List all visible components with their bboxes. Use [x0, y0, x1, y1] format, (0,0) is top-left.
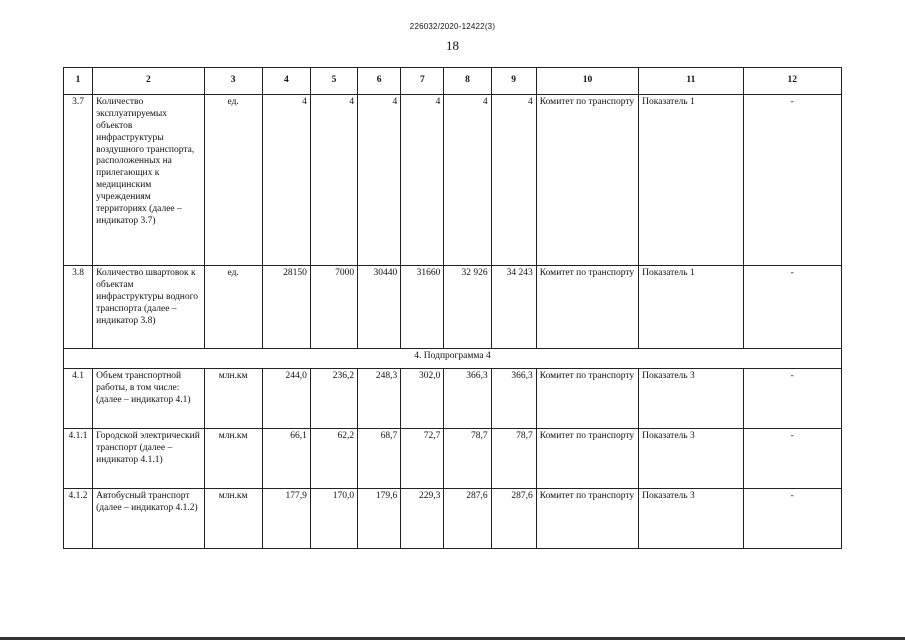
table-row	[64, 369, 842, 429]
row-number: 4.1.1	[64, 429, 93, 489]
indicator-name: Автобусный транспорт (далее – индикатор 4.1.2)	[93, 489, 204, 549]
value-cell: 4	[401, 95, 444, 266]
value-cell: 287,6	[491, 489, 536, 549]
note-cell: -	[743, 489, 841, 549]
indicator-reference: Показатель 3	[639, 489, 743, 549]
value-cell: 68,7	[358, 429, 401, 489]
value-cell: 366,3	[491, 369, 536, 429]
indicator-name: Городской электрический транспорт (далее – индикатор 4.1.1)	[93, 429, 204, 489]
note-cell: -	[743, 429, 841, 489]
value-cell: 177,9	[262, 489, 310, 549]
unit: млн.км	[204, 369, 262, 429]
indicator-name: Объем транспортной работы, в том числе: (далее – индикатор 4.1)	[93, 369, 204, 429]
responsible-body: Комитет по транспорту	[536, 489, 638, 549]
unit: млн.км	[204, 429, 262, 489]
value-cell: 34 243	[491, 266, 536, 349]
row-number: 4.1.2	[64, 489, 93, 549]
column-header: 1	[64, 68, 93, 95]
indicator-reference: Показатель 1	[639, 95, 743, 266]
value-cell: 248,3	[358, 369, 401, 429]
value-cell: 4	[491, 95, 536, 266]
value-cell: 62,2	[310, 429, 357, 489]
column-header: 2	[93, 68, 204, 95]
note-cell: -	[743, 266, 841, 349]
column-header: 6	[358, 68, 401, 95]
value-cell: 287,6	[444, 489, 491, 549]
value-cell: 4	[444, 95, 491, 266]
document-registration-number: 226032/2020-12422(3)	[409, 22, 496, 31]
column-header: 9	[491, 68, 536, 95]
column-header: 11	[639, 68, 743, 95]
note-cell: -	[743, 95, 841, 266]
table-header-row	[64, 68, 842, 95]
value-cell: 244,0	[262, 369, 310, 429]
unit: млн.км	[204, 489, 262, 549]
value-cell: 4	[358, 95, 401, 266]
table-row	[64, 429, 842, 489]
row-number: 3.7	[64, 95, 93, 266]
indicators-table	[63, 67, 842, 549]
value-cell: 28150	[262, 266, 310, 349]
row-number: 3.8	[64, 266, 93, 349]
column-header: 8	[444, 68, 491, 95]
value-cell: 31660	[401, 266, 444, 349]
value-cell: 229,3	[401, 489, 444, 549]
row-number: 4.1	[64, 369, 93, 429]
indicator-reference: Показатель 3	[639, 369, 743, 429]
column-header: 3	[204, 68, 262, 95]
unit: ед.	[204, 95, 262, 266]
value-cell: 4	[310, 95, 357, 266]
indicator-reference: Показатель 3	[639, 429, 743, 489]
value-cell: 32 926	[444, 266, 491, 349]
note-cell: -	[743, 369, 841, 429]
column-header: 12	[743, 68, 841, 95]
value-cell: 78,7	[444, 429, 491, 489]
value-cell: 170,0	[310, 489, 357, 549]
value-cell: 302,0	[401, 369, 444, 429]
table-row	[64, 95, 842, 266]
indicator-reference: Показатель 1	[639, 266, 743, 349]
responsible-body: Комитет по транспорту	[536, 95, 638, 266]
table-row	[64, 489, 842, 549]
unit: ед.	[204, 266, 262, 349]
column-header: 7	[401, 68, 444, 95]
responsible-body: Комитет по транспорту	[536, 429, 638, 489]
column-header: 10	[536, 68, 638, 95]
responsible-body: Комитет по транспорту	[536, 369, 638, 429]
indicator-name: Количество швартовок к объектам инфраструктуры водного транспорта (далее – индикатор 3.8)	[93, 266, 204, 349]
responsible-body: Комитет по транспорту	[536, 266, 638, 349]
value-cell: 179,6	[358, 489, 401, 549]
page-number: 18	[446, 38, 459, 53]
value-cell: 4	[262, 95, 310, 266]
table-row	[64, 266, 842, 349]
section-row	[64, 349, 842, 369]
value-cell: 7000	[310, 266, 357, 349]
subprogram-heading: 4. Подпрограмма 4	[64, 349, 842, 369]
value-cell: 66,1	[262, 429, 310, 489]
column-header: 4	[262, 68, 310, 95]
value-cell: 72,7	[401, 429, 444, 489]
value-cell: 236,2	[310, 369, 357, 429]
value-cell: 30440	[358, 266, 401, 349]
value-cell: 366,3	[444, 369, 491, 429]
column-header: 5	[310, 68, 357, 95]
indicator-name: Количество эксплуатируемых объектов инфраструктуры воздушного транспорта, расположенных на прилегающих к медицинским учреждениям территориях (далее – индикатор 3.7)	[93, 95, 204, 266]
value-cell: 78,7	[491, 429, 536, 489]
